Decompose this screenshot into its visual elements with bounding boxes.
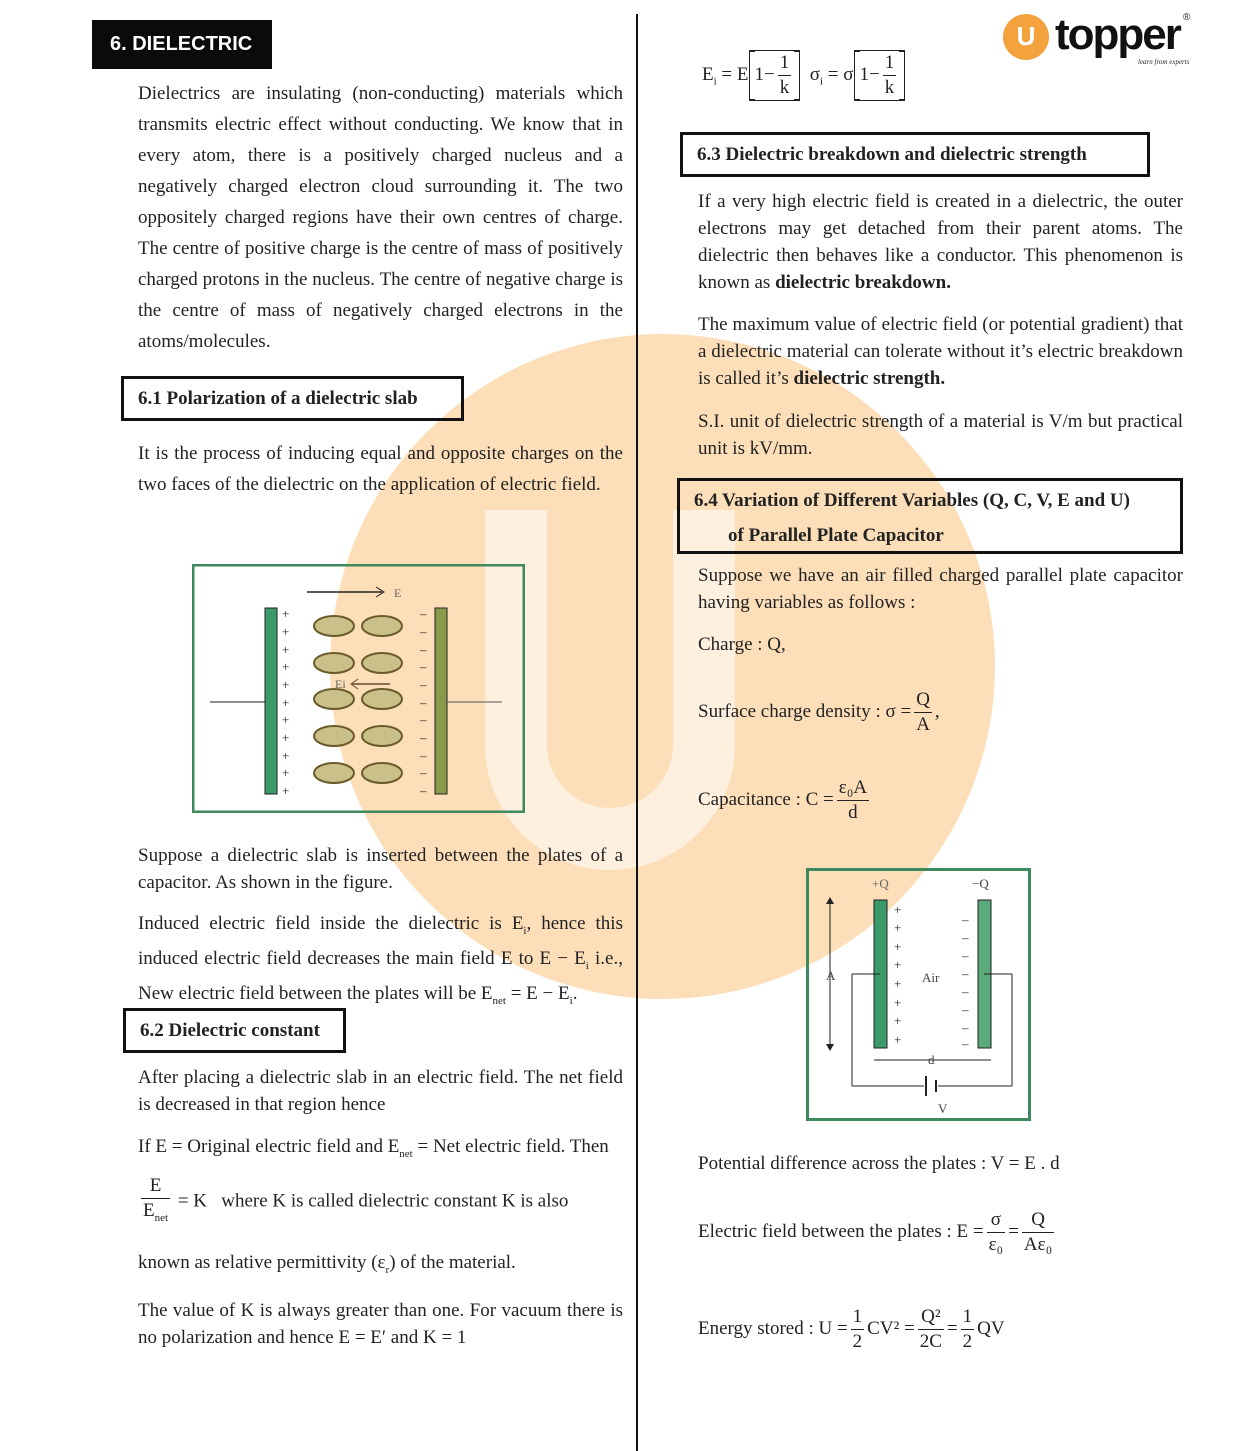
svg-text:+: + xyxy=(894,1032,902,1047)
induced-field-paragraph: Induced electric field inside the dielectric is $E_i$, hence this induced electric field decreases the main field E to $E - E_i$ i.e., New electric field between the plates will be $E_{net} = E - E_i$. xyxy=(138,913,623,1007)
breakdown-paragraph: If a very high electric field is created in a dielectric, the outer electrons may get detached from their parent atoms. The dielectric then behaves like a conductor. This phenomenon is known as dielectric breakdown. xyxy=(698,191,1183,293)
svg-text:+: + xyxy=(282,659,290,674)
permittivity-line: known as relative permittivity $(\varepsilon_r)$ of the material. xyxy=(138,1252,516,1276)
slab-paragraph: Suppose a dielectric slab is inserted between the plates of a capacitor. As shown in the figure. xyxy=(138,845,623,893)
negative-plate xyxy=(435,608,447,794)
svg-text:d: d xyxy=(928,1052,935,1067)
svg-text:+: + xyxy=(282,624,290,639)
svg-text:+: + xyxy=(894,995,902,1010)
logo-tagline: learn from experts xyxy=(1138,58,1190,66)
svg-text:+: + xyxy=(894,939,902,954)
svg-text:+: + xyxy=(282,695,290,710)
logo-text: topper xyxy=(1055,10,1180,59)
svg-text:+: + xyxy=(894,1013,902,1028)
svg-text:V: V xyxy=(938,1101,948,1116)
svg-text:–: – xyxy=(420,642,427,657)
heading-6-4: 6.4 Variation of Different Variables (Q, C, V, E and U) of Parallel Plate Capacitor xyxy=(677,478,1183,554)
svg-text:–: – xyxy=(962,1002,969,1017)
polarization-figure xyxy=(192,564,525,813)
k-formula: $\frac{E}{E_{net}}$ = K where K is called dielectric constant K is also xyxy=(143,1175,569,1224)
heading-6-2: 6.2 Dielectric constant xyxy=(123,1008,346,1053)
label-Ei: Ei xyxy=(335,677,346,691)
svg-text:–: – xyxy=(420,783,427,798)
svg-text:–: – xyxy=(420,677,427,692)
svg-text:–: – xyxy=(962,984,969,999)
svg-text:–: – xyxy=(420,659,427,674)
energy-formula: Energy stored : U = $\frac{1}{2}$ CV² = $\frac{\text{Q²}}{2C}$ = $\frac{1}{2}$ QV xyxy=(698,1306,1005,1352)
svg-text:+: + xyxy=(282,783,290,798)
intro-paragraph: Dielectrics are insulating (non-conducting) materials which transmits electric effect without conducting. We know that in every atom, there is a positively charged nucleus and a negatively charged electron cloud surrounding it. The two oppositely charged regions have their own centres of charge. The centre of positive charge is the centre of mass of positively charged protons in the nucleus. The centre of negative charge is the centre of mass of negatively charged electrons in the atoms/molecules. xyxy=(138,83,623,352)
section-title: 6. DIELECTRIC xyxy=(92,20,272,69)
svg-text:−Q: −Q xyxy=(972,876,989,891)
strength-paragraph: The maximum value of electric field (or potential gradient) that a dielectric material can tolerate without it’s electric breakdown is called it’s dielectric strength. xyxy=(698,314,1183,389)
capacitance-formula: Capacitance : C = $\frac{\text{ε₀A}}{d}$ xyxy=(698,777,868,823)
air-capacitor-figure xyxy=(806,868,1031,1121)
registered-mark: ® xyxy=(1183,12,1191,23)
svg-text:+: + xyxy=(282,765,290,780)
figure-border xyxy=(193,565,524,812)
svg-text:–: – xyxy=(962,966,969,981)
svg-text:–: – xyxy=(420,748,427,763)
svg-text:–: – xyxy=(420,695,427,710)
logo-mark: U xyxy=(1003,14,1049,60)
svg-text:–: – xyxy=(962,1020,969,1035)
svg-text:–: – xyxy=(420,712,427,727)
svg-text:–: – xyxy=(420,765,427,780)
svg-text:–: – xyxy=(962,930,969,945)
positive-plate xyxy=(265,608,277,794)
svg-text:+Q: +Q xyxy=(872,876,889,891)
svg-text:+: + xyxy=(894,920,902,935)
surface-charge-density: Surface charge density : σ = $\frac{Q}{A}$ , xyxy=(698,689,940,735)
electric-field-formula: Electric field between the plates : E = $\frac{\sigma}{\text{ε₀}}$ = $\frac{Q}{\text{Aε₀}}$ xyxy=(698,1209,1053,1255)
svg-text:–: – xyxy=(420,606,427,621)
definition-line: If E = Original electric field and $E_{net}$ = Net electric field. Then xyxy=(138,1136,609,1160)
svg-text:+: + xyxy=(282,642,290,657)
polarization-definition: It is the process of inducing equal and opposite charges on the two faces of the dielectric on the application of electric field. xyxy=(138,443,623,495)
svg-text:–: – xyxy=(420,624,427,639)
unit-paragraph: S.I. unit of dielectric strength of a material is V/m but practical unit is kV/mm. xyxy=(698,411,1183,459)
charge-line: Charge : Q, xyxy=(698,634,786,655)
svg-text:–: – xyxy=(962,1036,969,1051)
dielectric-constant-intro: After placing a dielectric slab in an electric field. The net field is decreased in that region hence xyxy=(138,1067,623,1115)
svg-text:–: – xyxy=(962,912,969,927)
svg-text:+: + xyxy=(282,748,290,763)
svg-text:+: + xyxy=(894,957,902,972)
svg-text:+: + xyxy=(894,902,902,917)
k-value-paragraph: The value of K is always greater than one. For vacuum there is no polarization and hence E = E′ and K = 1 xyxy=(138,1300,623,1348)
svg-text:+: + xyxy=(282,730,290,745)
svg-text:+: + xyxy=(894,976,902,991)
svg-text:+: + xyxy=(282,712,290,727)
svg-text:Air: Air xyxy=(922,970,940,985)
potential-difference: Potential difference across the plates : V = E . d xyxy=(698,1153,1060,1174)
column-divider xyxy=(636,14,638,1451)
svg-text:+: + xyxy=(282,606,290,621)
dipoles xyxy=(314,616,402,783)
svg-text:–: – xyxy=(420,730,427,745)
label-E: E xyxy=(394,586,402,600)
svg-text:+: + xyxy=(282,677,290,692)
svg-text:A: A xyxy=(826,968,836,983)
svg-text:–: – xyxy=(962,948,969,963)
capacitor-intro: Suppose we have an air filled charged parallel plate capacitor having variables as follows : xyxy=(698,565,1183,613)
heading-6-3: 6.3 Dielectric breakdown and dielectric strength xyxy=(680,132,1150,177)
heading-6-1: 6.1 Polarization of a dielectric slab xyxy=(121,376,464,421)
charges xyxy=(282,606,427,798)
induced-formulas: $E_i = E$ 1− $\frac{1}{k}$ $\sigma_i = \sigma$ 1− $\frac{1}{k}$ xyxy=(702,50,1002,101)
